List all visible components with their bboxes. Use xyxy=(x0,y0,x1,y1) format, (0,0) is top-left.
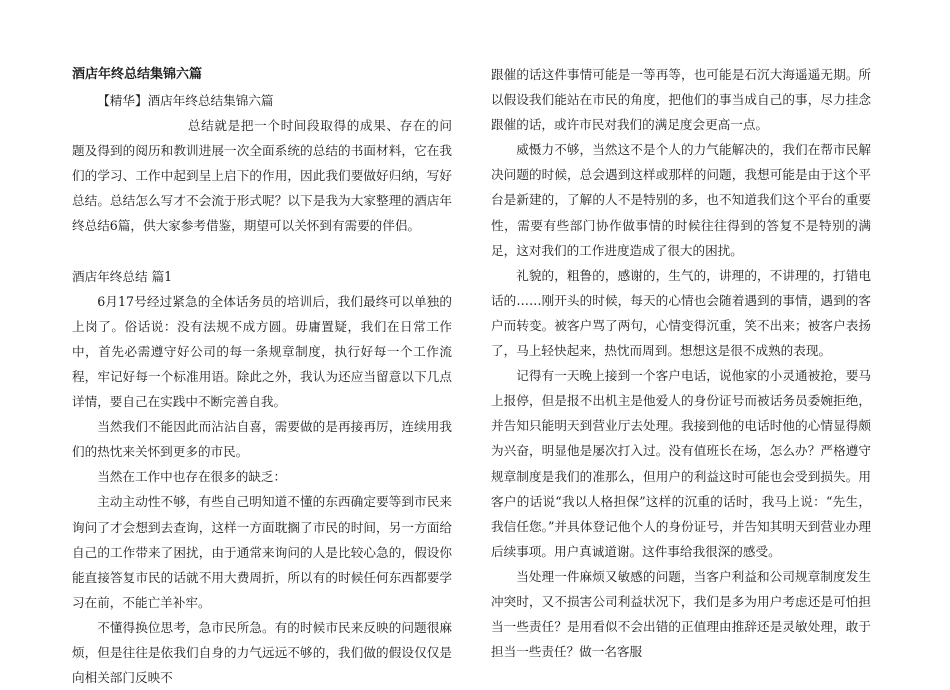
body-paragraph: 当处理一件麻烦又敏感的问题，当客户利益和公司规章制度发生冲突时，又不损害公司利益状况下，我们是多为用户考虑还是可怕担当一些责任？是用看似不会出错的正值理由推辞还是灵敏处理，敢于担当一些责任？做一名客服 xyxy=(491,568,871,660)
body-paragraph: 当然我们不能因此而沾沾自喜，需要做的是再接再厉，连续用我们的热忱来关怀到更多的市民。 xyxy=(72,419,452,460)
body-paragraph: 记得有一天晚上接到一个客户电话，说他家的小灵通被抢，要马上报停，但是报不出机主是他爱人的身份证号而被话务员委婉拒绝，并告知只能明天到营业厅去处理。我接到他的电话时他的心情显得颇为兴奋，明显他是屡次打入过。没有值班长在场，怎么办？严格遵守规章制度是我们的准那么，但用户的利益这时可能也会受到损失。用客户的话说“我以人格担保”这样的沉重的话时，我马上说：“先生，我信任您。”并具体登记他个人的身份证号，并告知其明天到营业办理后续事项。用户真诚道谢。这件事给我很深的感受。 xyxy=(491,368,871,559)
body-paragraph: 威慑力不够，当然这不是个人的力气能解决的，我们在帮市民解决问题的时候，总会遇到这样或那样的问题，我想可能是由于这个平台是新建的，了解的人不是特别的多，也不知道我们这个平台的重要性，需要有些部门协作做事情的时候往往得到的答复不是特别的满足，这对我们的工作进度造成了很大的困扰。 xyxy=(491,142,871,258)
body-paragraph: 礼貌的，粗鲁的，感谢的，生气的，讲理的，不讲理的，打错电话的……刚开头的时候，每天的心情也会随着遇到的事情，遇到的客户而转变。被客户骂了两句，心情变得沉重，笑不出来；被客户表扬了，马上轻快起来，热忱而周到。想想这是很不成熟的表现。 xyxy=(491,267,871,359)
document-title: 酒店年终总结集锦六篇 xyxy=(72,67,203,82)
body-paragraph: 当然在工作中也存在很多的缺乏： xyxy=(97,469,287,485)
right-column xyxy=(491,62,871,664)
body-paragraph: 6月17号经过紧急的全体话务员的培训后，我们最终可以单独的上岗了。俗话说：没有法规不成方圆。毋庸置疑，我们在日常工作中，首先必需遵守好公司的每一条规章制度，执行好每一个工作流程，牢记好每一个标准用语。除此之外，我认为还应当留意以下几点详情，要自己在实践中不断完善自我。 xyxy=(72,293,452,410)
body-paragraph: 跟催的话这件事情可能是一等再等，也可能是石沉大海遥遥无期。所以假设我们能站在市民的角度，把他们的事当成自己的事，尽力挂念跟催的话，或许市民对我们的满足度会更高一点。 xyxy=(491,67,871,133)
intro-paragraph: 总结就是把一个时间段取得的成果、存在的问题及得到的阅历和教训进展一次全面系统的总结的书面材料，它在我们的学习、工作中起到呈上启下的作用，因此我们要做好归纳，写好总结。总结怎么写才不会流于形式呢？以下是我为大家整理的酒店年终总结6篇，供大家参考借鉴，期望可以关怀到有需要的伴侣。 xyxy=(72,118,452,234)
body-paragraph: 主动主动性不够，有些自己明知道不懂的东西确定要等到市民来询问了才会想到去查询，这样一方面耽搁了市民的时间，另一方面给自己的工作带来了困扰，由于通常来询问的人是比较心急的，假设你能直接答复市民的话就不用大费周折，所以有的时候任何东西都要学习在前，不能亡羊补牢。 xyxy=(72,494,452,610)
section-heading: 酒店年终总结 篇1 xyxy=(72,268,173,284)
left-column xyxy=(72,62,452,690)
body-paragraph: 不懂得换位思考，急市民所急。有的时候市民来反映的问题很麻烦，但是往往是依我们自身的力气远远不够的，我们做的假设仅仅是向相关部门反映不 xyxy=(72,619,452,686)
document-subtitle: 【精华】酒店年终总结集锦六篇 xyxy=(97,93,274,108)
